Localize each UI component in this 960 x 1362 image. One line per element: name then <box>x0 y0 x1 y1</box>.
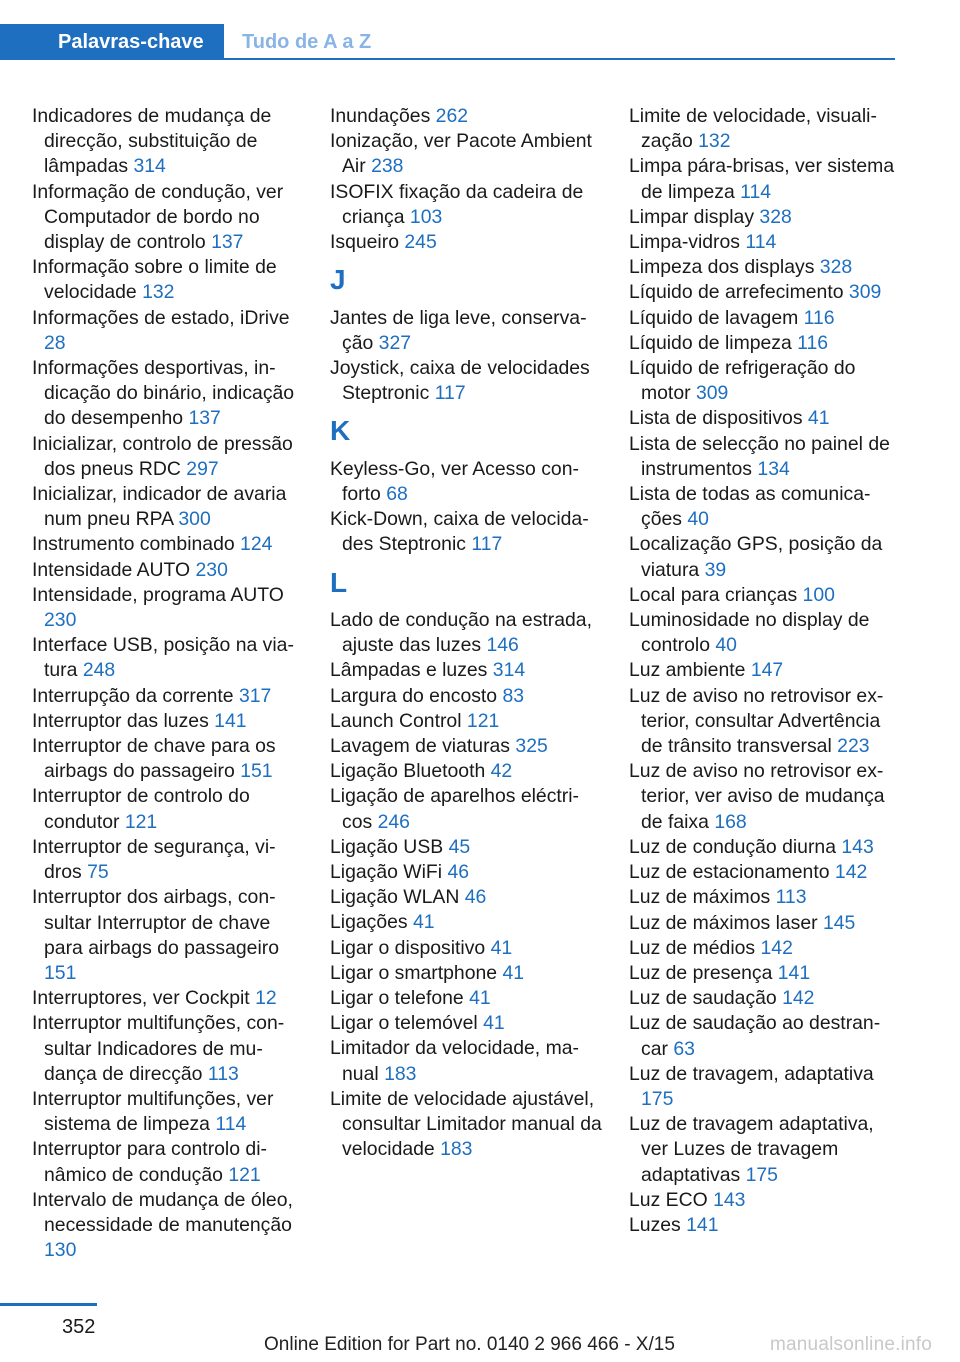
entry-term: Luz de saudação <box>629 987 783 1010</box>
entry-page-link[interactable]: 121 <box>466 709 500 732</box>
index-entry <box>330 885 602 910</box>
index-entry <box>32 306 304 356</box>
index-column-3 <box>629 104 899 1238</box>
watermark: manualsonline.info <box>770 1334 933 1355</box>
entry-term: Luz ambiente <box>629 659 751 682</box>
index-entry <box>629 885 899 910</box>
index-entry <box>629 835 899 860</box>
index-entry <box>629 482 899 532</box>
header-tabs <box>0 24 895 60</box>
entry-term: Ligar o telefone <box>330 987 470 1010</box>
entry-term: Luz de aviso no retrovisor exterior, consultar Advertência de trânsito transversal <box>629 684 884 758</box>
entry-page-link[interactable]: 41 <box>483 1012 505 1035</box>
entry-page-link[interactable]: 143 <box>841 835 874 858</box>
entry-term: Indicadores de mudança de direcção, substituição de lâmpadas <box>32 105 272 178</box>
entry-term: Inicializar, indicador de avaria num pneu RPA <box>32 483 287 531</box>
entry-page-link[interactable]: 40 <box>715 634 737 657</box>
entry-term: Luz de condução diurna <box>629 835 842 858</box>
index-entry <box>32 709 304 734</box>
index-entry <box>32 532 304 557</box>
entry-term: Instrumento combinado <box>32 533 241 556</box>
entry-term: Informação sobre o limite de velocidade <box>32 256 277 304</box>
tab-a-to-z[interactable]: Tudo de A a Z <box>242 31 372 53</box>
entry-page-link[interactable]: 230 <box>195 558 228 581</box>
index-entry <box>629 205 899 230</box>
entry-page-link[interactable]: 238 <box>371 155 404 178</box>
entry-page-link[interactable]: 41 <box>490 936 513 959</box>
index-entry <box>330 709 602 734</box>
entry-page-link[interactable]: 223 <box>837 735 870 758</box>
index-entry <box>32 356 304 432</box>
index-entry <box>629 1188 899 1213</box>
index-entry <box>330 835 602 860</box>
index-entry <box>32 1137 304 1187</box>
entry-page-link[interactable]: 132 <box>698 130 731 153</box>
entry-term: Luz de presença <box>629 961 778 984</box>
entry-page-link[interactable]: 116 <box>803 306 835 329</box>
entry-page-link[interactable]: 230 <box>44 609 77 632</box>
index-entry <box>330 104 602 129</box>
entry-term: Limitador da velocidade, manual <box>330 1037 579 1085</box>
index-entry <box>629 255 899 280</box>
entry-term: Limpa-vidros <box>629 231 746 254</box>
index-entry <box>629 1011 899 1061</box>
index-letter: L <box>330 566 348 598</box>
entry-page-link[interactable]: 83 <box>502 684 525 707</box>
index-entry <box>330 961 602 986</box>
entry-term: Launch Control <box>330 709 467 732</box>
entry-term: Luz de máximos laser <box>629 911 823 934</box>
entry-term: Limpa pára-brisas, ver sistema de limpeza <box>629 155 895 203</box>
index-entry <box>32 432 304 482</box>
entry-page-link[interactable]: 309 <box>695 382 729 405</box>
entry-page-link[interactable]: 113 <box>775 886 807 909</box>
entry-term: Ligar o telemóvel <box>330 1012 484 1035</box>
entry-term: Isqueiro <box>330 231 405 254</box>
entry-term: Ligação WLAN <box>330 886 465 909</box>
entry-term: Interrupção da corrente <box>32 684 239 707</box>
index-entry <box>330 784 602 834</box>
entry-term: Luz de máximos <box>629 886 776 909</box>
entry-term: Líquido de limpeza <box>629 331 798 354</box>
entry-term: Luz de estacionamento <box>629 861 835 884</box>
entry-term: Luz de saudação ao destrancar <box>629 1012 881 1060</box>
index-entry <box>330 180 602 230</box>
entry-page-link[interactable]: 141 <box>686 1213 719 1236</box>
entry-term: Largura do encosto <box>330 684 503 707</box>
index-entry <box>32 104 304 180</box>
entry-page-link[interactable]: 41 <box>807 407 830 430</box>
entry-page-link[interactable]: 143 <box>713 1188 746 1211</box>
entry-page-link[interactable]: 134 <box>757 457 790 480</box>
entry-term: Líquido de arrefecimento <box>629 281 849 304</box>
entry-page-link[interactable]: 116 <box>797 331 829 354</box>
footer-rule <box>0 1303 97 1306</box>
entry-page-link[interactable]: 68 <box>386 483 408 506</box>
entry-page-link[interactable]: 103 <box>409 205 443 228</box>
entry-term: Intensidade AUTO <box>32 558 196 581</box>
entry-term: Interruptor de controlo do condutor <box>32 785 250 833</box>
index-entry <box>32 734 304 784</box>
entry-page-link[interactable]: 114 <box>745 231 777 254</box>
index-entry <box>32 835 304 885</box>
entry-term: Ligar o smartphone <box>330 961 503 984</box>
index-entry <box>32 986 304 1011</box>
entry-page-link[interactable]: 325 <box>515 735 548 758</box>
entry-term: Kick-Down, caixa de velocidades Steptronic <box>330 508 589 556</box>
entry-page-link[interactable]: 132 <box>142 281 175 304</box>
entry-page-link[interactable]: 121 <box>228 1163 261 1186</box>
index-letter: K <box>330 415 351 447</box>
index-entry <box>629 1112 899 1188</box>
entry-page-link[interactable]: 121 <box>124 810 158 833</box>
entry-page-link[interactable]: 40 <box>687 508 709 531</box>
entry-page-link[interactable]: 183 <box>384 1062 417 1085</box>
entry-term: Lavagem de viaturas <box>330 735 516 758</box>
entry-page-link[interactable]: 75 <box>87 861 109 884</box>
entry-term: Lado de condução na estrada, ajuste das luzes <box>330 609 592 657</box>
entry-page-link[interactable]: 317 <box>238 684 272 707</box>
entry-term: Limpar display <box>629 205 760 228</box>
entry-term: Informações desportivas, indicação do binário, indicação do desempenho <box>32 357 295 430</box>
index-entry <box>330 507 602 557</box>
entry-term: Luz de travagem, adaptativa <box>629 1062 874 1085</box>
entry-page-link[interactable]: 151 <box>240 760 273 783</box>
index-letter: J <box>330 264 346 296</box>
index-entry <box>629 1062 899 1112</box>
entry-term: Luzes <box>629 1213 687 1236</box>
entry-page-link[interactable]: 245 <box>404 231 437 254</box>
index-entry <box>330 658 602 683</box>
entry-term: Luz de travagem adaptativa, ver Luzes de travagem adaptativas <box>629 1113 874 1186</box>
index-entry <box>629 860 899 885</box>
index-entry <box>32 633 304 683</box>
index-column-2 <box>330 104 602 1162</box>
index-entry <box>330 759 602 784</box>
entry-page-link[interactable]: 42 <box>490 760 513 783</box>
index-entry <box>330 684 602 709</box>
entry-term: Intervalo de mudança de óleo, necessidade de manutenção <box>32 1188 293 1236</box>
index-entry <box>629 1213 899 1238</box>
entry-page-link[interactable]: 12 <box>255 987 277 1010</box>
entry-term: Interruptor das luzes <box>32 709 215 732</box>
index-entry <box>629 432 899 482</box>
entry-page-link[interactable]: 117 <box>434 382 466 405</box>
entry-page-link[interactable]: 117 <box>471 533 503 556</box>
index-entry <box>32 255 304 305</box>
entry-term: Luz de aviso no retrovisor exterior, ver aviso de mudança de faixa <box>629 760 885 833</box>
entry-page-link[interactable]: 113 <box>207 1062 239 1085</box>
index-entry <box>629 104 899 154</box>
entry-page-link[interactable]: 114 <box>215 1113 247 1136</box>
entry-term: Interruptor de chave para os airbags do passageiro <box>32 735 276 783</box>
index-entry <box>629 356 899 406</box>
entry-page-link[interactable]: 248 <box>82 659 116 682</box>
entry-page-link[interactable]: 130 <box>44 1239 77 1262</box>
index-entry <box>330 1011 602 1036</box>
entry-term: Ligação de aparelhos eléctricos <box>330 785 580 833</box>
index-entry <box>32 684 304 709</box>
index-column-1 <box>32 104 304 1263</box>
entry-term: Líquido de lavagem <box>629 306 804 329</box>
entry-term: Lâmpadas e luzes <box>330 659 493 682</box>
edition-note: Online Edition for Part no. 0140 2 966 466 - X/15 <box>264 1334 675 1355</box>
entry-term: Interruptor de segurança, vidros <box>32 835 276 884</box>
entry-page-link[interactable]: 45 <box>448 835 471 858</box>
entry-term: Localização GPS, posição da viatura <box>629 533 883 581</box>
index-entry <box>330 306 602 356</box>
entry-page-link[interactable]: 142 <box>760 936 793 959</box>
entry-term: Luminosidade no display de controlo <box>629 609 870 657</box>
index-entry <box>330 457 602 507</box>
entry-page-link[interactable]: 262 <box>435 105 469 127</box>
index-entry <box>629 331 899 356</box>
index-entry <box>32 180 304 256</box>
entry-term: Inicializar, controlo de pressão dos pneus RDC <box>32 432 293 480</box>
entry-term: Informação de condução, ver Computador de bordo no display de controlo <box>32 180 284 254</box>
index-entry <box>32 885 304 986</box>
entry-term: Local para crianças <box>629 583 803 606</box>
entry-term: Joystick, caixa de velocidades Steptronic <box>330 357 590 405</box>
entry-term: Interruptores, ver Cockpit <box>32 987 256 1010</box>
index-entry <box>629 608 899 658</box>
index-entry <box>32 583 304 633</box>
entry-page-link[interactable]: 183 <box>440 1138 473 1161</box>
entry-page-link[interactable]: 300 <box>178 508 211 531</box>
entry-page-link[interactable]: 145 <box>822 911 856 934</box>
tab-keywords[interactable]: Palavras-chave <box>0 24 224 60</box>
index-entry <box>330 608 602 658</box>
entry-page-link[interactable]: 175 <box>641 1087 674 1110</box>
entry-page-link[interactable]: 175 <box>745 1163 778 1186</box>
index-entry <box>330 910 602 935</box>
index-entry <box>629 406 899 431</box>
entry-term: Inundações <box>330 105 436 127</box>
index-entry <box>629 759 899 835</box>
index-entry <box>330 936 602 961</box>
index-entry <box>629 986 899 1011</box>
entry-term: Ligação USB <box>330 835 449 858</box>
entry-page-link[interactable]: 328 <box>759 205 792 228</box>
entry-page-link[interactable]: 314 <box>133 155 166 178</box>
entry-term: Intensidade, programa AUTO <box>32 583 284 606</box>
entry-term: Interruptor para controlo dinâmico de condução <box>32 1138 267 1186</box>
entry-page-link[interactable]: 297 <box>186 457 219 480</box>
entry-page-link[interactable]: 41 <box>469 987 491 1010</box>
entry-page-link[interactable]: 63 <box>673 1037 695 1060</box>
index-entry <box>330 129 602 179</box>
entry-page-link[interactable]: 327 <box>378 331 412 354</box>
entry-page-link[interactable]: 137 <box>188 407 221 430</box>
entry-term: Interface USB, posição na viatura <box>32 634 294 682</box>
entry-page-link[interactable]: 147 <box>750 659 784 682</box>
index-entry <box>629 658 899 683</box>
entry-term: Líquido de refrigeração do motor <box>629 357 856 405</box>
entry-term: Limite de velocidade, visualização <box>629 105 877 153</box>
entry-term: Limpeza dos displays <box>629 256 820 279</box>
index-entry <box>32 784 304 834</box>
entry-page-link[interactable]: 309 <box>848 281 882 304</box>
index-entry <box>629 154 899 204</box>
entry-term: Ligação WiFi <box>330 861 448 884</box>
entry-term: Luz de médios <box>629 936 761 959</box>
entry-page-link[interactable]: 41 <box>502 961 525 984</box>
index-entry <box>330 1036 602 1086</box>
index-entry <box>330 356 602 406</box>
entry-page-link[interactable]: 142 <box>782 987 815 1010</box>
index-entry <box>629 684 899 760</box>
entry-term: Lista de todas as comunicações <box>629 483 871 531</box>
index-entry <box>32 1011 304 1087</box>
entry-page-link[interactable]: 141 <box>777 961 811 984</box>
index-entry <box>629 936 899 961</box>
entry-term: Lista de selecção no painel de instrumentos <box>629 432 890 480</box>
entry-term: Ionização, ver Pacote Ambient Air <box>330 130 592 178</box>
entry-page-link[interactable]: 246 <box>377 810 410 833</box>
index-entry <box>32 482 304 532</box>
entry-term: Informações de estado, iDrive <box>32 306 290 329</box>
entry-page-link[interactable]: 314 <box>492 659 526 682</box>
index-entry <box>629 306 899 331</box>
entry-term: Interruptor multifunções, ver sistema de limpeza <box>32 1087 274 1136</box>
index-entry <box>32 558 304 583</box>
entry-term: Lista de dispositivos <box>629 407 808 430</box>
entry-page-link[interactable]: 137 <box>211 231 244 254</box>
index-entry <box>330 860 602 885</box>
index-entry <box>629 230 899 255</box>
entry-page-link[interactable]: 151 <box>44 961 77 984</box>
page-number: 352 <box>62 1316 96 1338</box>
index-entry <box>629 280 899 305</box>
entry-page-link[interactable]: 114 <box>740 180 772 203</box>
entry-term: Ligação Bluetooth <box>330 760 491 783</box>
entry-term: Jantes de liga leve, conservação <box>330 306 587 354</box>
entry-page-link[interactable]: 41 <box>413 911 435 934</box>
entry-page-link[interactable]: 146 <box>486 634 519 657</box>
index-entry <box>330 986 602 1011</box>
index-entry <box>629 911 899 936</box>
entry-term: Luz ECO <box>629 1188 714 1211</box>
index-entry <box>330 1087 602 1163</box>
index-entry <box>32 1188 304 1264</box>
entry-term: Ligar o dispositivo <box>330 936 491 959</box>
entry-page-link[interactable]: 124 <box>240 533 273 556</box>
index-entry <box>629 961 899 986</box>
entry-page-link[interactable]: 141 <box>214 709 247 732</box>
entry-page-link[interactable]: 168 <box>714 810 747 833</box>
entry-page-link[interactable]: 142 <box>834 861 868 884</box>
entry-term: Limite de velocidade ajustável, consultar Limitador manual da velocidade <box>330 1087 602 1161</box>
index-entry <box>32 1087 304 1137</box>
entry-page-link[interactable]: 328 <box>819 256 853 279</box>
entry-page-link[interactable]: 39 <box>704 558 727 581</box>
entry-page-link[interactable]: 46 <box>464 886 487 909</box>
entry-page-link[interactable]: 28 <box>44 331 66 354</box>
index-entry <box>330 230 602 255</box>
entry-page-link[interactable]: 100 <box>802 583 835 606</box>
entry-term: Interruptor multifunções, consultar Indicadores de mudança de direcção <box>32 1012 285 1085</box>
header-rule <box>224 58 895 60</box>
entry-term: ISOFIX fixação da cadeira de criança <box>330 180 584 228</box>
index-entry <box>629 583 899 608</box>
index-entry <box>629 532 899 582</box>
entry-term: Interruptor dos airbags, consultar Interruptor de chave para airbags do passageiro <box>32 886 279 959</box>
entry-term: Keyless-Go, ver Acesso conforto <box>330 457 579 506</box>
entry-page-link[interactable]: 46 <box>447 861 470 884</box>
index-entry <box>330 734 602 759</box>
entry-term: Ligações <box>330 911 414 934</box>
